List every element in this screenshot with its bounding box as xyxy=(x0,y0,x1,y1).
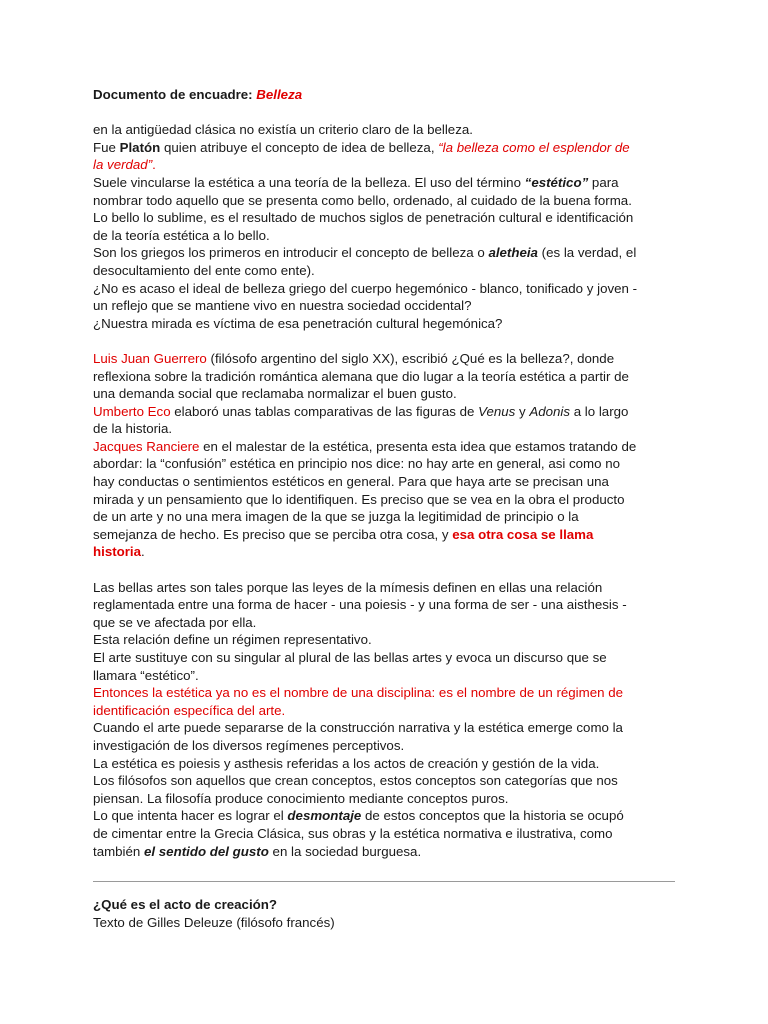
paragraph-line: Lo que intenta hacer es lograr el desmontaje de estos conceptos que la historia se ocupó xyxy=(93,808,624,824)
paragraph-line: una demanda social que reclamaba normalizar el buen gusto. xyxy=(93,386,457,402)
paragraph-line: de la historia. xyxy=(93,421,173,437)
paragraph-line: investigación de los diversos regímenes perceptivos. xyxy=(93,737,405,753)
paragraph-line: identificación específica del arte. xyxy=(93,702,286,718)
paragraph-line: Entonces la estética ya no es el nombre de una disciplina: es el nombre de un régimen de xyxy=(93,685,623,701)
paragraph-line: de un arte y no una mera imagen de la que se juzga la legitimidad de principio o la xyxy=(93,509,579,525)
paragraph-line: la verdad”. xyxy=(93,157,156,173)
paragraph-line: que se ve afectada por ella. xyxy=(93,614,257,630)
paragraph-line: ¿No es acaso el ideal de belleza griego del cuerpo hegemónico - blanco, tonificado y joven - xyxy=(93,280,638,296)
paragraph-line: también el sentido del gusto en la sociedad burguesa. xyxy=(93,843,422,859)
horizontal-divider xyxy=(93,881,675,882)
paragraph-line: de la teoría estética a lo bello. xyxy=(93,227,270,243)
paragraph-line: hay conductas o sentimientos estéticos en general. Para que haya arte se precisan una xyxy=(93,474,609,490)
paragraph-line: llamara “estético”. xyxy=(93,667,199,683)
paragraph-line: Las bellas artes son tales porque las leyes de la mímesis definen en ellas una relación xyxy=(93,579,603,595)
paragraph-line: Suele vincularse la estética a una teoría de la belleza. El uso del término “estético” para xyxy=(93,174,619,190)
title-highlight: Belleza xyxy=(256,87,303,102)
document-body xyxy=(93,86,678,860)
paragraph-line: Luis Juan Guerrero (filósofo argentino del siglo XX), escribió ¿Qué es la belleza?, donde xyxy=(93,350,615,366)
paragraph-line: Esta relación define un régimen representativo. xyxy=(93,632,372,648)
paragraph-line: nombrar todo aquello que se presenta como bello, ordenado, al cuidado de la buena forma. xyxy=(93,192,632,208)
paragraph-line: Los filósofos son aquellos que crean conceptos, estos conceptos son categorías que nos xyxy=(93,773,618,789)
paragraph-line: Jacques Ranciere en el malestar de la estética, presenta esta idea que estamos tratando de xyxy=(93,438,637,454)
document-title: Documento de encuadre: Belleza xyxy=(93,87,303,102)
section-subtitle: Texto de Gilles Deleuze (filósofo francés) xyxy=(93,915,335,930)
paragraph-line: ¿Nuestra mirada es víctima de esa penetración cultural hegemónica? xyxy=(93,315,503,331)
paragraph-line: El arte sustituye con su singular al plural de las bellas artes y evoca un discurso que se xyxy=(93,650,607,665)
paragraph-line: reglamentada entre una forma de hacer - una poiesis - y una forma de ser - una aisthesis - xyxy=(93,597,627,613)
paragraph-line: abordar: la “confusión” estética en principio nos dice: no hay arte en general, asi como no xyxy=(93,456,621,472)
section-heading: ¿Qué es el acto de creación? xyxy=(93,897,278,912)
paragraph-line: piensan. La filosofía produce conocimiento mediante conceptos puros. xyxy=(93,790,509,806)
paragraph-line: Lo bello lo sublime, es el resultado de muchos siglos de penetración cultural e identificación xyxy=(93,210,634,226)
paragraph-line: un reflejo que se mantiene vivo en nuestra sociedad occidental? xyxy=(93,298,472,314)
paragraph-line: semejanza de hecho. Es preciso que se perciba otra cosa, y esa otra cosa se llama xyxy=(93,526,594,542)
paragraph-line: Son los griegos los primeros en introducir el concepto de belleza o aletheia (es la verdad, el xyxy=(93,245,637,261)
section-2 xyxy=(93,896,335,932)
paragraph-line: La estética es poiesis y asthesis referidas a los actos de creación y gestión de la vida. xyxy=(93,755,600,771)
author-ranciere: Jacques Ranciere xyxy=(93,438,200,454)
paragraph-line: Fue Platón quien atribuye el concepto de idea de belleza, “la belleza como el esplendor de xyxy=(93,139,630,155)
paragraph-line: Umberto Eco elaboró unas tablas comparativas de las figuras de Venus y Adonis a lo largo xyxy=(93,403,629,419)
paragraph-line: reflexiona sobre la tradición romántica alemana que dio lugar a la teoría estética a partir de xyxy=(93,368,629,384)
paragraph-line: mirada y un pensamiento que lo identifiquen. Es preciso que se vea en la obra el producto xyxy=(93,491,625,507)
paragraph-line: historia. xyxy=(93,544,145,560)
author-guerrero: Luis Juan Guerrero xyxy=(93,350,207,366)
paragraph-line: desocultamiento del ente como ente). xyxy=(93,262,315,278)
paragraph-line: en la antigüedad clásica no existía un criterio claro de la belleza. xyxy=(93,122,473,138)
author-eco: Umberto Eco xyxy=(93,403,171,419)
paragraph-line: de cimentar entre la Grecia Clásica, sus obras y la estética normativa e ilustrativa, como xyxy=(93,825,613,841)
paragraph-line: Cuando el arte puede separarse de la construcción narrativa y la estética emerge como la xyxy=(93,720,623,736)
